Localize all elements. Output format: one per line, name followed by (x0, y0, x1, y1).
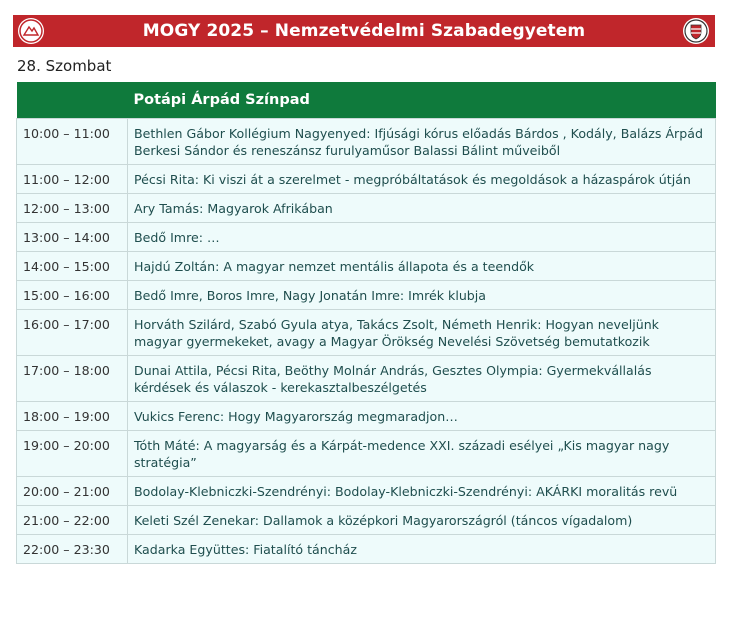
schedule-row (17, 165, 716, 194)
time-slot: 14:00 – 15:00 (17, 252, 128, 281)
banner-title: MOGY 2025 – Nemzetvédelmi Szabadegyetem (142, 21, 586, 41)
time-slot: 21:00 – 22:00 (17, 506, 128, 535)
schedule-row (17, 356, 716, 402)
time-slot: 17:00 – 18:00 (17, 356, 128, 402)
stage-name-header: Potápi Árpád Színpad (128, 82, 716, 119)
program-description: Vukics Ferenc: Hogy Magyarország megmaradjon… (128, 402, 716, 431)
time-slot: 19:00 – 20:00 (17, 431, 128, 477)
time-slot: 18:00 – 19:00 (17, 402, 128, 431)
program-description: Horváth Szilárd, Szabó Gyula atya, Takács Zsolt, Németh Henrik: Hogyan neveljünk magyar gyermekeket, avagy a Magyar Örökség Nevelési Szövetség bemutatkozik (128, 310, 716, 356)
schedule-row (17, 431, 716, 477)
program-description: Pécsi Rita: Ki viszi át a szerelmet - megpróbáltatások és megoldások a házaspárok útján (128, 165, 716, 194)
time-slot: 11:00 – 12:00 (17, 165, 128, 194)
program-description: Bodolay-Klebniczki-Szendrényi: Bodolay-Klebniczki-Szendrényi: AKÁRKI moralitás revü (128, 477, 716, 506)
program-table (16, 82, 716, 564)
program-description: Bedő Imre, Boros Imre, Nagy Jonatán Imre: Imrék klubja (128, 281, 716, 310)
time-slot: 22:00 – 23:30 (17, 535, 128, 564)
table-header-row (17, 82, 716, 119)
program-description: Kadarka Együttes: Fiatalító táncház (128, 535, 716, 564)
program-description: Dunai Attila, Pécsi Rita, Beöthy Molnár András, Gesztes Olympia: Gyermekvállalás kérdések és válaszok - kerekasztalbeszélgetés (128, 356, 716, 402)
schedule-row (17, 119, 716, 165)
time-slot: 15:00 – 16:00 (17, 281, 128, 310)
schedule-row (17, 402, 716, 431)
schedule-body (17, 119, 716, 564)
program-description: Ary Tamás: Magyarok Afrikában (128, 194, 716, 223)
time-slot: 20:00 – 21:00 (17, 477, 128, 506)
program-description: Keleti Szél Zenekar: Dallamok a középkori Magyarországról (táncos vígadalom) (128, 506, 716, 535)
schedule-row (17, 310, 716, 356)
schedule-row (17, 535, 716, 564)
time-slot: 16:00 – 17:00 (17, 310, 128, 356)
program-description: Bethlen Gábor Kollégium Nagyenyed: Ifjúsági kórus előadás Bárdos , Kodály, Balázs Árpád Berkesi Sándor és reneszánsz furulyaműsor Balassi Bálint műveiből (128, 119, 716, 165)
time-slot: 13:00 – 14:00 (17, 223, 128, 252)
program-description: Hajdú Zoltán: A magyar nemzet mentális állapota és a teendők (128, 252, 716, 281)
schedule-row (17, 223, 716, 252)
program-description: Bedő Imre: … (128, 223, 716, 252)
schedule-row (17, 281, 716, 310)
schedule-row (17, 506, 716, 535)
schedule-row (17, 477, 716, 506)
program-description: Tóth Máté: A magyarság és a Kárpát-medence XXI. századi esélyei „Kis magyar nagy stratégia” (128, 431, 716, 477)
mogy-logo-icon (18, 18, 44, 44)
crest-logo-icon (683, 18, 709, 44)
header-banner (13, 15, 715, 47)
time-column-header (17, 82, 128, 119)
day-heading: 28. Szombat (17, 57, 112, 75)
time-slot: 12:00 – 13:00 (17, 194, 128, 223)
schedule-row (17, 252, 716, 281)
time-slot: 10:00 – 11:00 (17, 119, 128, 165)
schedule-row (17, 194, 716, 223)
